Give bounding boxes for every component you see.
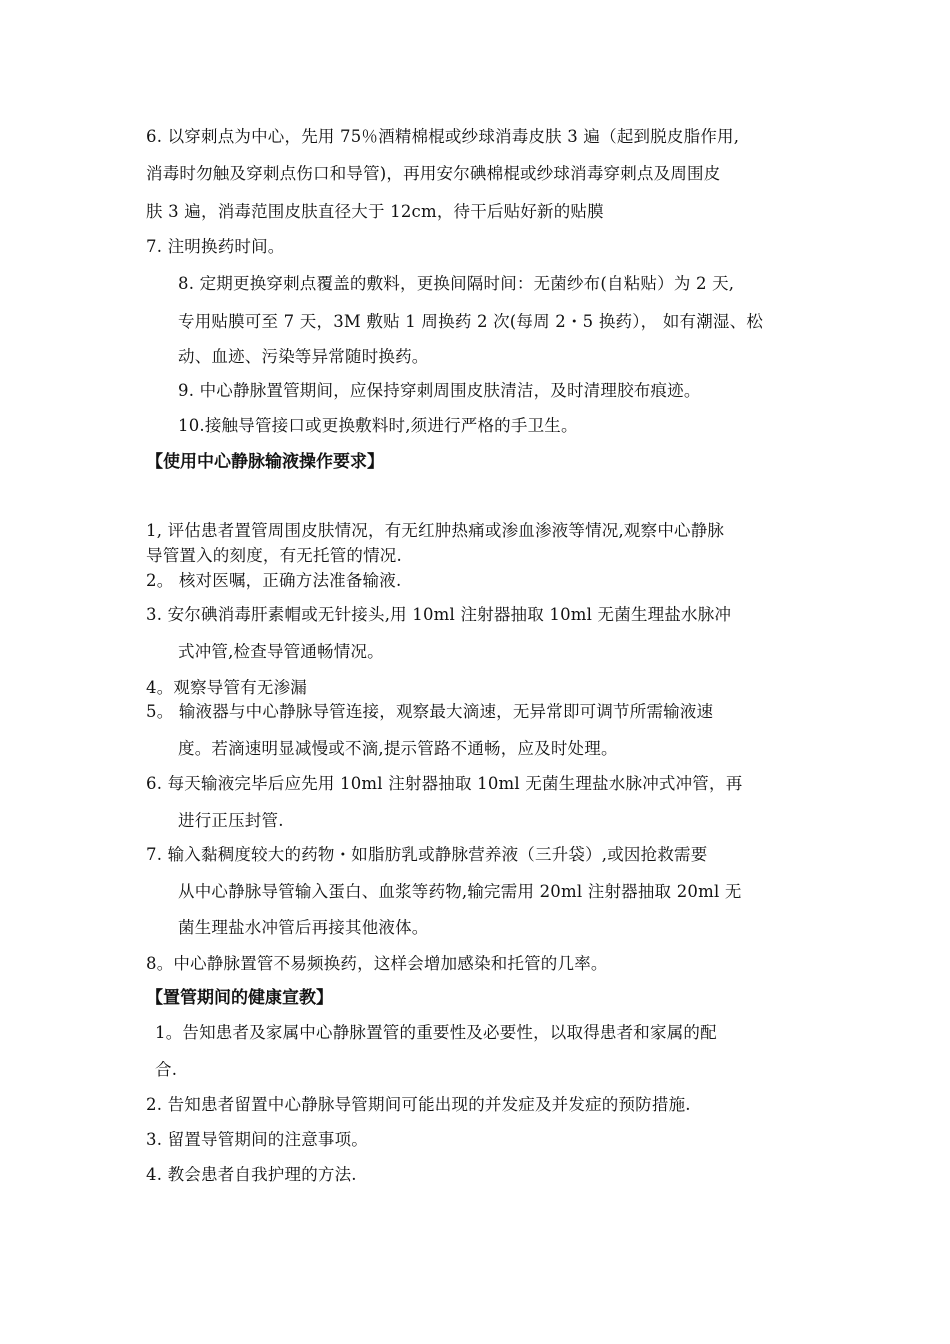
item-8-line-2: 专用贴膜可至 7 天，3M 敷贴 1 周换药 2 次(每周 2・5 换药）， 如有潮湿、松	[178, 312, 764, 331]
education-item-1-line-1: 1。告知患者及家属中心静脉置管的重要性及必要性，以取得患者和家属的配	[155, 1023, 717, 1042]
item-8-line-3: 动、血迹、污染等异常随时换药。	[178, 347, 429, 366]
item-6-line-2: 消毒时勿触及穿刺点伤口和导管)，再用安尔碘棉棍或纱球消毒穿刺点及周围皮	[146, 164, 721, 183]
section-heading-infusion: 【使用中心静脉输液操作要求】	[146, 452, 384, 472]
infusion-item-7-line-1: 7. 输入黏稠度较大的药物・如脂肪乳或静脉营养液（三升袋）,或因抢救需要	[146, 845, 708, 864]
infusion-item-3-line-2: 式冲管,检查导管通畅情况。	[178, 642, 384, 661]
infusion-item-1-line-2: 导管置入的刻度，有无托管的情况.	[146, 546, 402, 565]
infusion-item-2: 2。 核对医嘱，正确方法准备输液.	[146, 571, 402, 590]
section-heading-education: 【置管期间的健康宣教】	[146, 988, 333, 1008]
infusion-item-4: 4。观察导管有无渗漏	[146, 678, 307, 697]
item-10: 10.接触导管接口或更换敷料时,须进行严格的手卫生。	[178, 416, 578, 435]
education-item-1-line-2: 合.	[155, 1060, 178, 1079]
item-7: 7. 注明换药时间。	[146, 237, 285, 256]
infusion-item-6-line-2: 进行正压封管.	[178, 811, 284, 830]
item-6-line-1: 6. 以穿刺点为中心，先用 75％酒精棉棍或纱球消毒皮肤 3 遍（起到脱皮脂作用,	[146, 127, 740, 146]
infusion-item-7-line-2: 从中心静脉导管输入蛋白、血浆等药物,输完需用 20ml 注射器抽取 20ml 无	[178, 882, 742, 901]
education-item-2: 2. 告知患者留置中心静脉导管期间可能出现的并发症及并发症的预防措施.	[146, 1095, 691, 1114]
infusion-item-3-line-1: 3. 安尔碘消毒肝素帽或无针接头,用 10ml 注射器抽取 10ml 无菌生理盐水脉冲	[146, 605, 732, 624]
infusion-item-5-line-2: 度。若滴速明显减慢或不滴,提示管路不通畅，应及时处理。	[178, 739, 618, 758]
infusion-item-6-line-1: 6. 每天输液完毕后应先用 10ml 注射器抽取 10ml 无菌生理盐水脉冲式冲管，再	[146, 774, 743, 793]
item-8-line-1: 8. 定期更换穿刺点覆盖的敷料，更换间隔时间：无菌纱布(自粘贴）为 2 天,	[178, 274, 735, 293]
infusion-item-1-line-1: 1, 评估患者置管周围皮肤情况，有无红肿热痛或渗血渗液等情况,观察中心静脉	[146, 521, 725, 540]
infusion-item-8: 8。中心静脉置管不易频换药，这样会增加感染和托管的几率。	[146, 954, 608, 973]
infusion-item-7-line-3: 菌生理盐水冲管后再接其他液体。	[178, 918, 429, 937]
infusion-item-5-line-1: 5。 输液器与中心静脉导管连接，观察最大滴速，无异常即可调节所需输液速	[146, 702, 714, 721]
education-item-4: 4. 教会患者自我护理的方法.	[146, 1165, 357, 1184]
education-item-3: 3. 留置导管期间的注意事项。	[146, 1130, 368, 1149]
item-9: 9. 中心静脉置管期间，应保持穿刺周围皮肤清洁，及时清理胶布痕迹。	[178, 381, 701, 400]
item-6-line-3: 肤 3 遍，消毒范围皮肤直径大于 12cm，待干后贴好新的贴膜	[146, 202, 604, 221]
